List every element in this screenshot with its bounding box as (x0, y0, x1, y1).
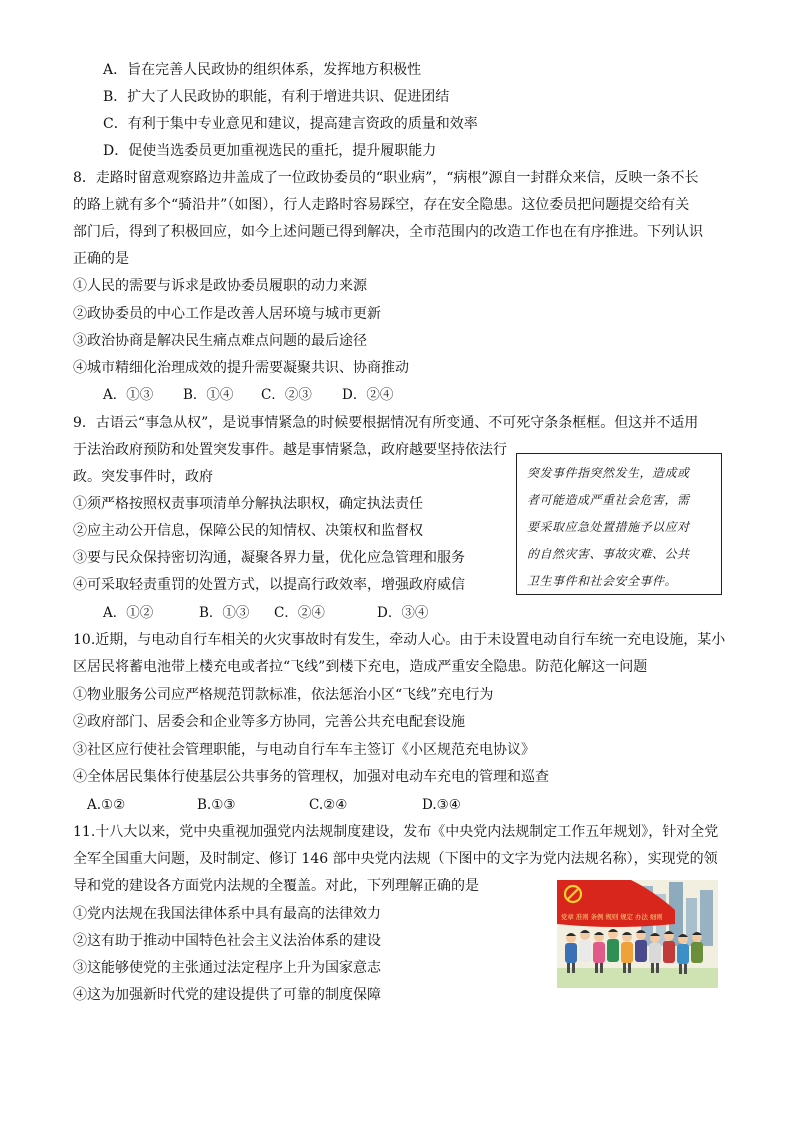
q11-item-1: ①党内法规在我国法律体系中具有最高的法律效力 (73, 906, 381, 922)
q11-stem-line-1: 11.十八大以来，党中央重视加强党内法规制度建设，发布《中央党内法规制定工作五年规划》，针对全党 (73, 824, 719, 840)
q10-item-2: ②政府部门、居委会和企业等多方协同，完善公共充电配套设施 (73, 714, 465, 730)
q9-choices (103, 603, 428, 623)
q9-choice-b: B．①③ (199, 605, 250, 621)
q9-stem-line-1: 9．古语云“事急从权”，是说事情紧急的时候要根据情况有所变通、不可死守条条框框。但这并不适用 (73, 415, 699, 431)
q8-item-3: ③政治协商是解决民生痛点难点问题的最后途径 (73, 333, 367, 349)
q8-choice-c: C．②③ (261, 387, 312, 403)
q9-item-2: ②应主动公开信息，保障公民的知情权、决策权和监督权 (73, 523, 423, 539)
emergency-definition-note (516, 453, 722, 595)
q10-item-1: ①物业服务公司应严格规范罚款标准，依法惩治小区“飞线”充电行为 (73, 687, 494, 703)
q7-option-b: B．扩大了人民政协的职能，有利于增进共识、促进团结 (103, 89, 450, 105)
q9-stem-line-3: 政。突发事件时，政府 (73, 469, 213, 485)
q10-choice-d: D.③④ (422, 797, 461, 813)
q9-choice-c: C．②④ (274, 605, 325, 621)
q8-item-2: ②政协委员的中心工作是改善人居环境与城市更新 (73, 306, 381, 322)
q10-choice-a: A.①② (87, 797, 126, 813)
q9-stem-line-2: 于法治政府预防和处置突发事件。越是事情紧急，政府越要坚持依法行 (73, 442, 507, 458)
regulation-names-text: 党章 准则 条例 规则 规定 办法 细则 (561, 913, 663, 921)
q8-stem-line-2: 的路上就有多个“骑沿井”（如图），行人走路时容易踩空，存在安全隐患。这位委员把问题提交给有关 (73, 197, 690, 213)
q7-option-d: D．促使当选委员更加重视选民的重托，提升履职能力 (103, 143, 437, 159)
party-regulations-illustration (557, 880, 718, 988)
q9-choice-d: D．③④ (377, 605, 429, 621)
q8-stem-line-3: 部门后，得到了积极回应，如今上述问题已得到解决，全市范围内的改造工作也在有序推进。下列认识 (73, 224, 703, 240)
q10-choice-b: B.①③ (197, 797, 236, 813)
q11-item-2: ②这有助于推动中国特色社会主义法治体系的建设 (73, 933, 381, 949)
q9-choice-a: A．①② (103, 605, 154, 621)
q9-item-1: ①须严格按照权责事项清单分解执法职权，确定执法责任 (73, 496, 423, 512)
note-line: 卫生事件和社会安全事件。 (527, 574, 678, 588)
q7-option-a: A．旨在完善人民政协的组织体系，发挥地方积极性 (103, 62, 422, 78)
q11-item-3: ③这能够使党的主张通过法定程序上升为国家意志 (73, 960, 381, 976)
q11-stem-line-2: 全军全国重大问题，及时制定、修订 146 部中央党内法规（下图中的文字为党内法规名称），实现党的领 (73, 851, 718, 867)
q8-choice-b: B．①④ (183, 387, 234, 403)
q8-choice-d: D．②④ (342, 387, 394, 403)
q10-choices (87, 795, 461, 815)
q8-choice-a: A．①③ (103, 387, 154, 403)
note-line: 的自然灾害、事故灾难、公共 (527, 547, 690, 561)
q11-item-4: ④这为加强新时代党的建设提供了可靠的制度保障 (73, 987, 381, 1003)
note-line: 突发事件指突然发生，造成或 (527, 466, 690, 480)
q8-stem-line-1: 8．走路时留意观察路边井盖成了一位政协委员的“职业病”，“病根”源自一封群众来信，反映一条不长 (73, 170, 699, 186)
note-line: 者可能造成严重社会危害，需 (527, 493, 690, 507)
q10-stem-line-1: 10.近期，与电动自行车相关的火灾事故时有发生，牵动人心。由于未设置电动自行车统一充电设施，某小 (73, 632, 726, 648)
q10-choice-c: C.②④ (309, 797, 348, 813)
q8-item-1: ①人民的需要与诉求是政协委员履职的动力来源 (73, 278, 367, 294)
q7-option-c: C．有利于集中专业意见和建议，提高建言资政的质量和效率 (103, 116, 478, 132)
q8-stem-line-4: 正确的是 (73, 251, 129, 267)
q9-item-3: ③要与民众保持密切沟通，凝聚各界力量，优化应急管理和服务 (73, 550, 465, 566)
note-line: 要采取应急处置措施予以应对 (527, 520, 690, 534)
q8-choices (103, 385, 393, 405)
q8-item-4: ④城市精细化治理成效的提升需要凝聚共识、协商推动 (73, 360, 409, 376)
q10-item-3: ③社区应行使社会管理职能，与电动自行车车主签订《小区规范充电协议》 (73, 742, 535, 758)
q11-stem-line-3: 导和党的建设各方面党内法规的全覆盖。对此，下列理解正确的是 (73, 878, 479, 894)
q10-item-4: ④全体居民集体行使基层公共事务的管理权，加强对电动车充电的管理和巡查 (73, 769, 549, 785)
q9-item-4: ④可采取轻责重罚的处置方式，以提高行政效率，增强政府威信 (73, 577, 465, 593)
q10-stem-line-2: 区居民将蓄电池带上楼充电或者拉“飞线”到楼下充电，造成严重安全隐患。防范化解这一问题 (73, 659, 648, 675)
